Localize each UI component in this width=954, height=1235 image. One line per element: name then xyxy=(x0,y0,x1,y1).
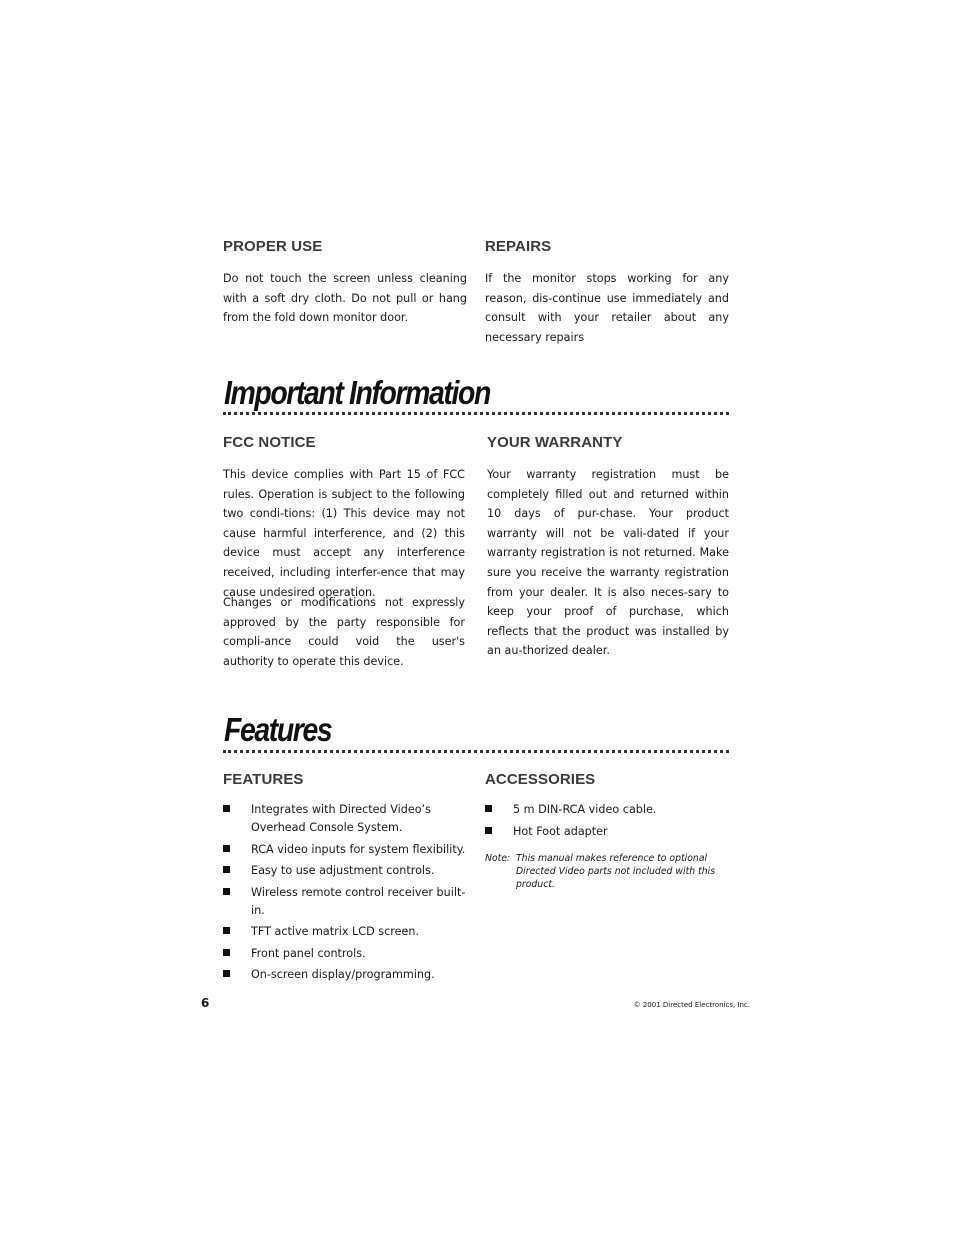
note-label: Note: xyxy=(485,853,511,864)
dotted-divider xyxy=(223,412,729,415)
features-heading: FEATURES xyxy=(223,771,304,788)
bullet-square-icon xyxy=(223,970,230,977)
bullet-square-icon xyxy=(223,949,230,956)
list-item: Hot Foot adapter xyxy=(485,823,729,841)
warranty-text: Your warranty registration must be completely filled out and returned within 10 days of pur-chase. Your product warranty will not be vali-dated if your warranty registration is not returned. Make sure you receive the warranty registration from your dealer. It is also neces-sary to keep your proof of purchase, which reflects that the product was installed by an au-thorized dealer. xyxy=(487,468,729,658)
list-item: Integrates with Directed Video’s Overhead Console System. xyxy=(223,801,467,837)
features-title: Features xyxy=(224,711,332,748)
accessories-list xyxy=(485,801,729,844)
repairs-heading: REPAIRS xyxy=(485,238,552,255)
important-information-title: Important Information xyxy=(224,374,490,411)
fcc-notice-para1: This device complies with Part 15 of FCC rules. Operation is subject to the following two condi-tions: (1) This device may not cause harmful interference, and (2) this device must accept any interference received, including interfer-ence that may cause undesired operation. xyxy=(223,468,465,599)
bullet-square-icon xyxy=(485,827,492,834)
note-text: This manual makes reference to optional Directed Video parts not included with this product. xyxy=(516,853,716,890)
list-item: Wireless remote control receiver built-in. xyxy=(223,884,467,920)
warranty-heading: YOUR WARRANTY xyxy=(487,434,623,451)
list-item: RCA video inputs for system flexibility. xyxy=(223,841,467,859)
list-item: TFT active matrix LCD screen. xyxy=(223,923,467,941)
list-item: Front panel controls. xyxy=(223,945,467,963)
bullet-square-icon xyxy=(223,866,230,873)
page-number: 6 xyxy=(201,996,210,1010)
features-list xyxy=(223,801,467,988)
bullet-square-icon xyxy=(223,805,230,812)
bullet-square-icon xyxy=(223,888,230,895)
list-item: On-screen display/programming. xyxy=(223,966,467,984)
list-item: Easy to use adjustment controls. xyxy=(223,862,467,880)
list-item: 5 m DIN-RCA video cable. xyxy=(485,801,729,819)
fcc-notice-heading: FCC NOTICE xyxy=(223,434,316,451)
repairs-text: If the monitor stops working for any reason, dis-continue use immediately and consult with your retailer about any necessary repairs xyxy=(485,272,729,344)
accessories-heading: ACCESSORIES xyxy=(485,771,596,788)
dotted-divider xyxy=(223,750,729,753)
bullet-square-icon xyxy=(223,927,230,934)
bullet-square-icon xyxy=(223,845,230,852)
proper-use-text: Do not touch the screen unless cleaning with a soft dry cloth. Do not pull or hang from the fold down monitor door. xyxy=(223,272,467,325)
accessories-note xyxy=(485,852,729,891)
fcc-notice-para2: Changes or modifications not expressly approved by the party responsible for compli-ance could void the user's authority to operate this device. xyxy=(223,596,465,668)
copyright: © 2001 Directed Electronics, Inc. xyxy=(633,1001,750,1009)
proper-use-heading: PROPER USE xyxy=(223,238,323,255)
bullet-square-icon xyxy=(485,805,492,812)
